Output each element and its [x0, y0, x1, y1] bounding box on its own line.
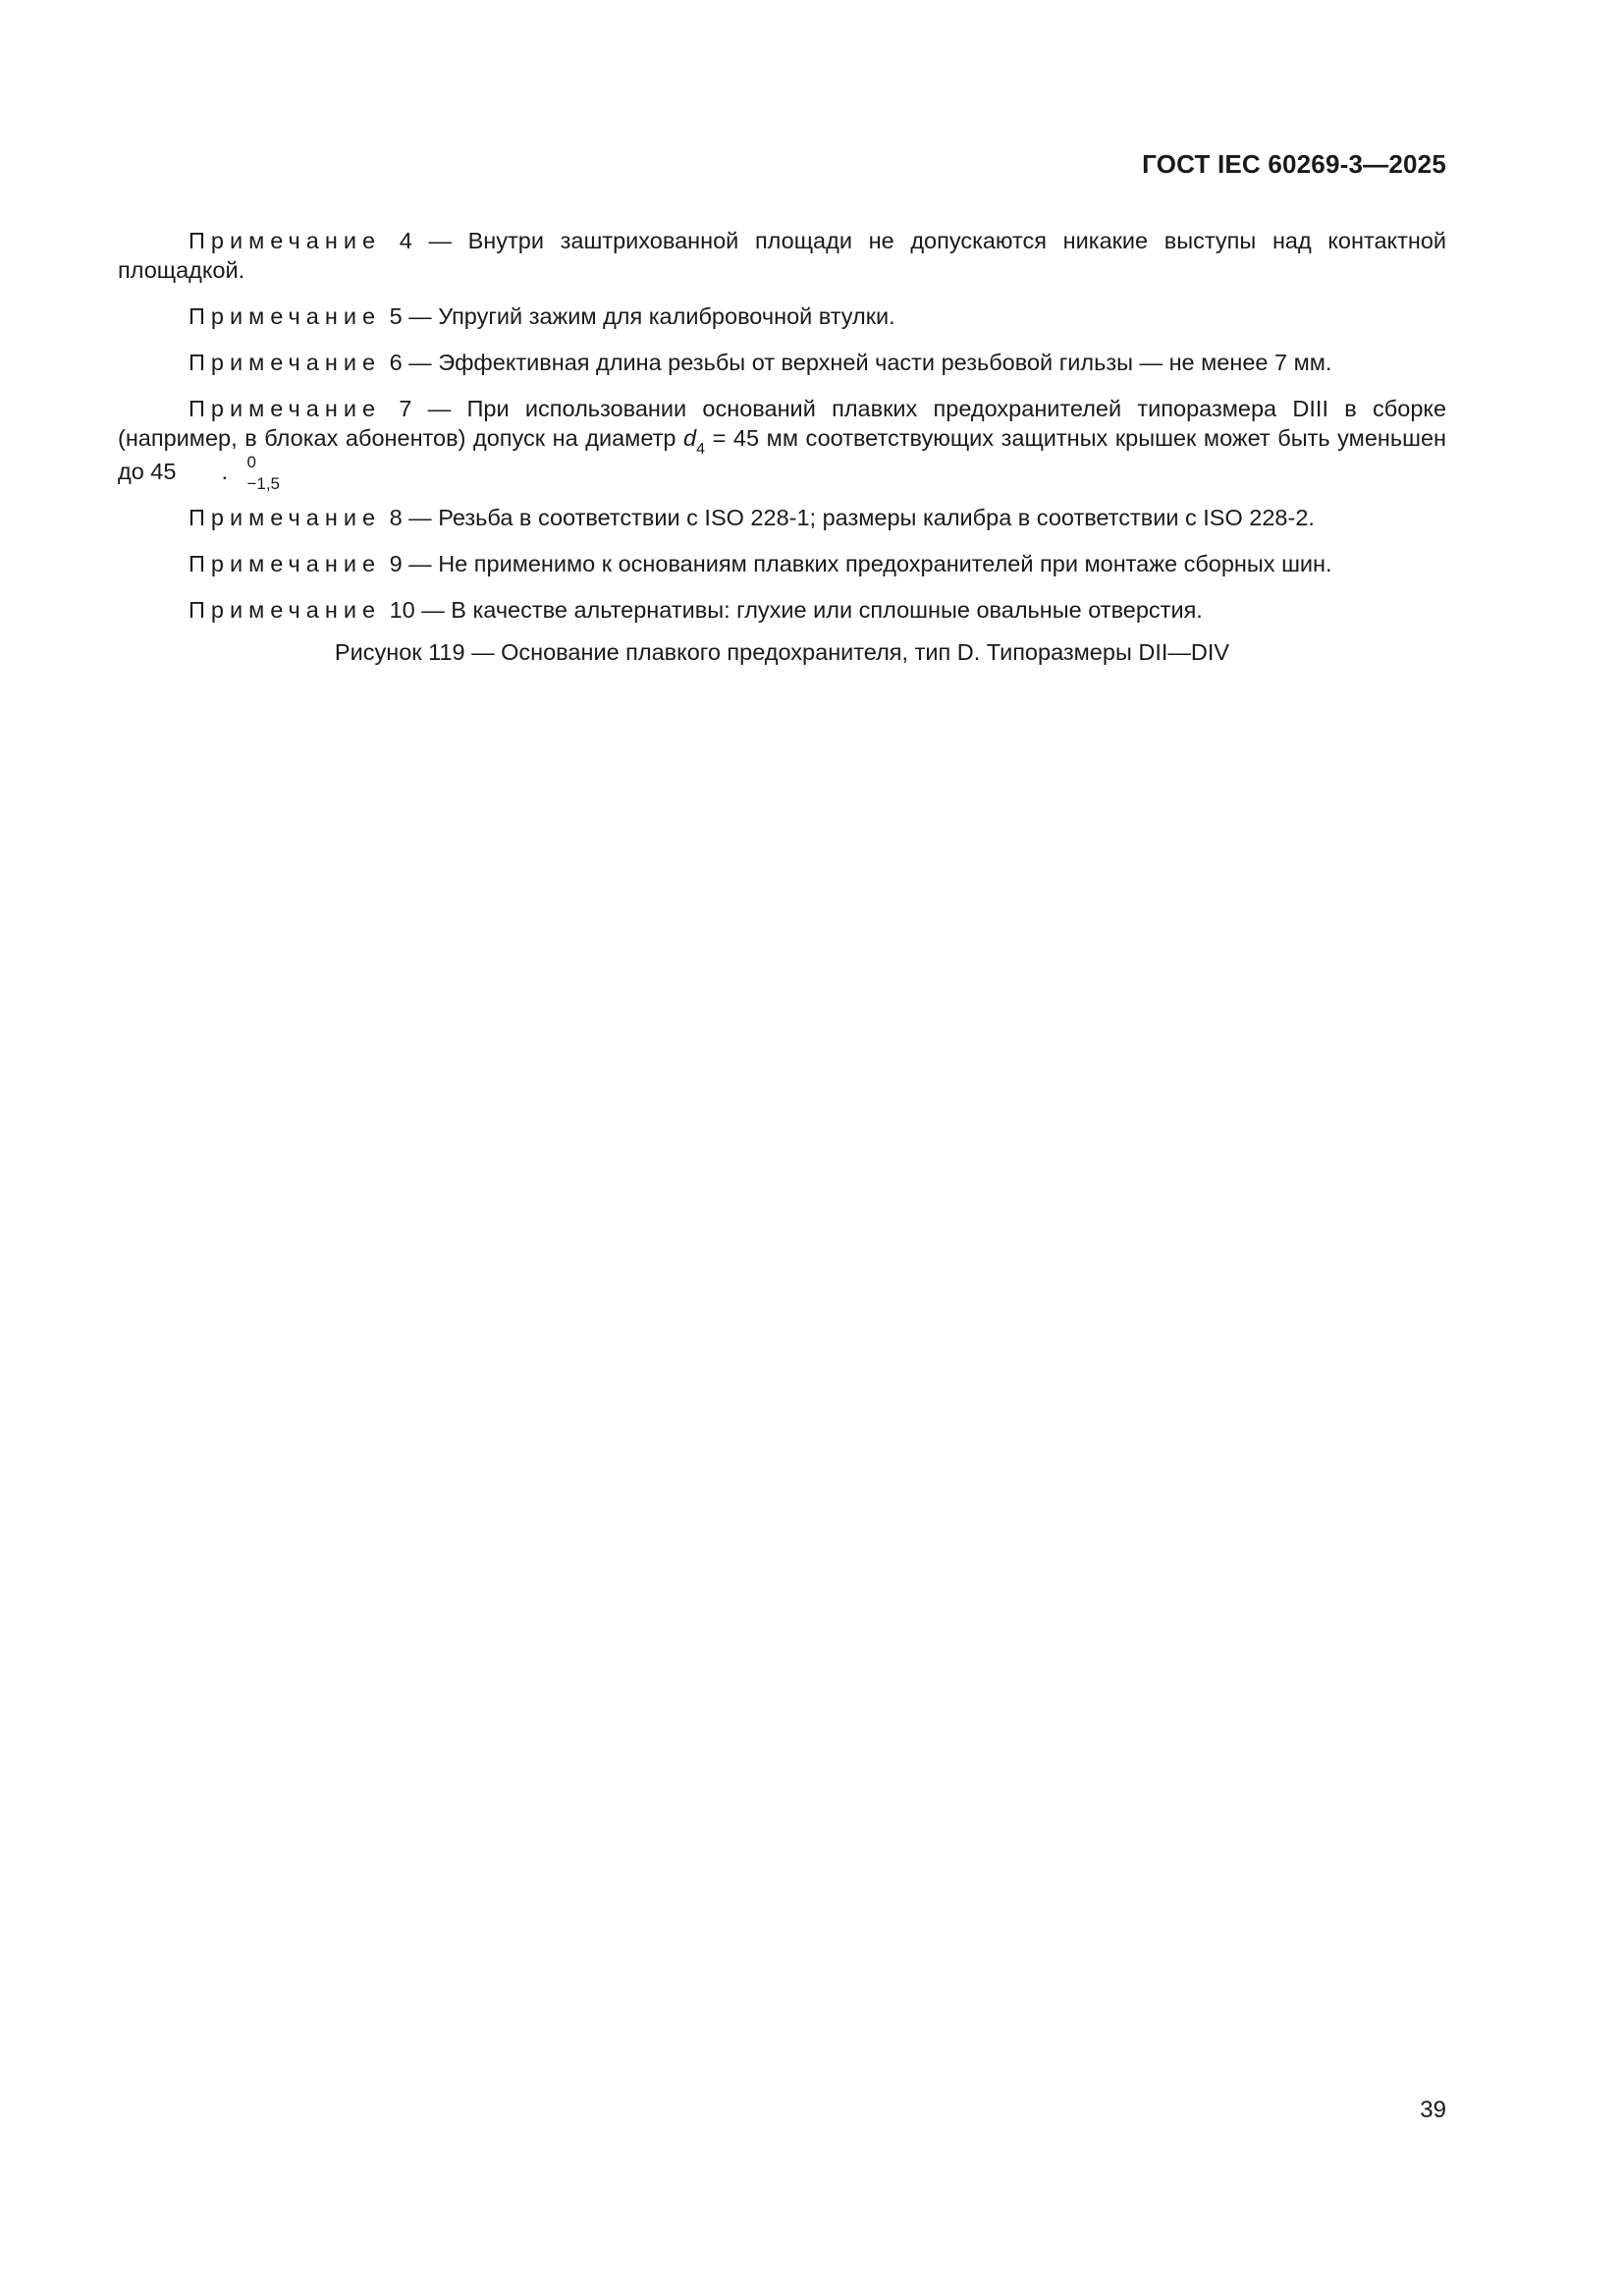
diameter-symbol: d [683, 425, 697, 451]
note-9 [118, 549, 1446, 578]
diameter-subscript: 4 [696, 441, 706, 458]
note-label: Примечание [189, 228, 382, 253]
note-8 [118, 503, 1446, 532]
note-text-after: . [221, 459, 228, 484]
note-number: 7 [399, 396, 412, 421]
note-text: — Эффективная длина резьбы от верхней части резьбовой гильзы — не менее 7 мм. [408, 350, 1332, 375]
note-7 [118, 394, 1447, 493]
tolerance-lower: −1,5 [246, 474, 281, 493]
note-label: Примечание [189, 597, 382, 623]
note-number: 9 [389, 551, 403, 576]
note-text-before: — При использовании оснований плавких предохранителей типоразмера DIII в сборке (например, в блоках абонентов) допуск на диаметр [118, 396, 1447, 451]
note-label: Примечание [189, 350, 382, 375]
note-10 [118, 595, 1446, 625]
note-6 [118, 348, 1446, 377]
note-label: Примечание [189, 396, 382, 421]
note-number: 6 [389, 350, 403, 375]
note-number: 8 [389, 505, 403, 530]
note-number: 5 [389, 303, 403, 329]
tolerance [176, 453, 281, 493]
figure-caption: Рисунок 119 — Основание плавкого предохранителя, тип D. Типоразмеры DII—DIV [334, 639, 1230, 665]
note-text: — В качестве альтернативы: глухие или сплошные овальные отверстия. [421, 597, 1203, 623]
note-text: — Не применимо к основаниям плавких предохранителей при монтаже сборных шин. [408, 551, 1332, 576]
page-number: 39 [1420, 2097, 1446, 2123]
note-number: 4 [399, 228, 412, 253]
note-label: Примечание [189, 551, 382, 576]
note-5 [118, 301, 1446, 331]
note-number: 10 [389, 597, 415, 623]
note-text-middle: = 45 мм соответствующих защитных крышек может быть уменьшен до 45 [118, 425, 1447, 484]
note-4 [118, 226, 1446, 285]
notes-section [118, 226, 1446, 641]
document-header-id: ГОСТ IEC 60269-3—2025 [1142, 149, 1446, 179]
tolerance-upper: 0 [246, 453, 256, 471]
note-text: — Упругий зажим для калибровочной втулки. [408, 303, 895, 329]
note-text: — Внутри заштрихованной площади не допускаются никакие выступы над контактной площадкой. [118, 228, 1447, 283]
note-text: — Резьба в соответствии с ISO 228-1; размеры калибра в соответствии с ISO 228-2. [408, 505, 1315, 530]
note-label: Примечание [189, 303, 382, 329]
note-label: Примечание [189, 505, 382, 530]
